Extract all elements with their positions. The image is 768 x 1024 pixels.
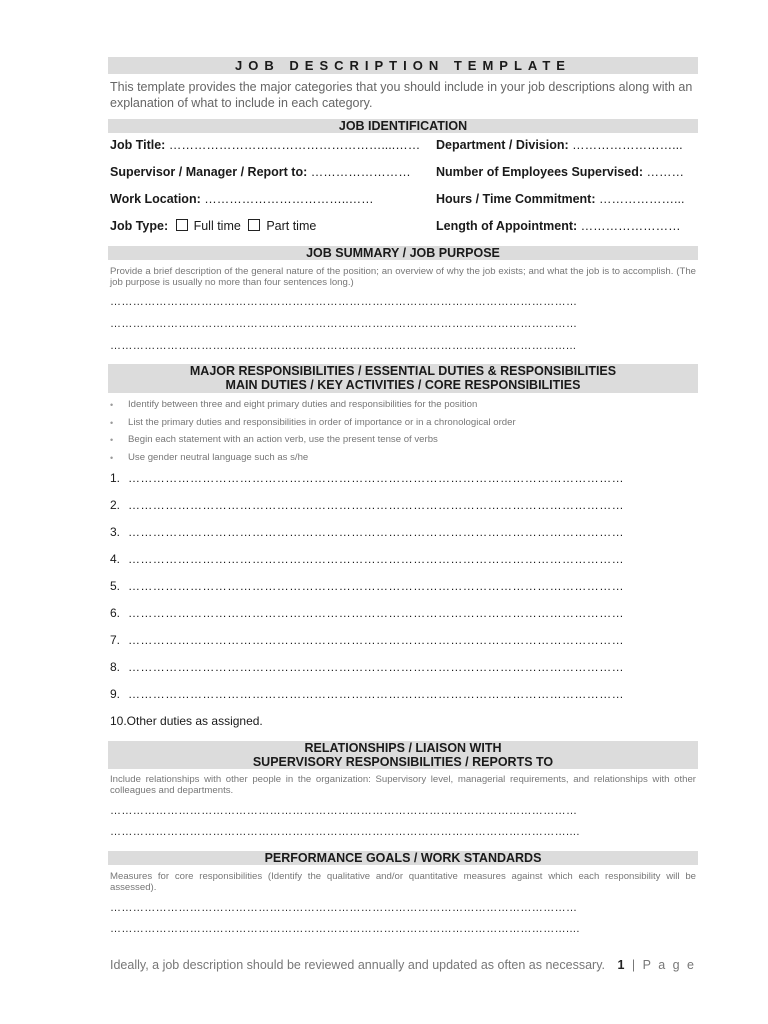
duty-line[interactable] [110, 552, 696, 566]
relationships-hint: Include relationships with other people in the organization: Supervisory level, managerial requirements, and relationships with other colleagues and departments. [110, 774, 696, 796]
relationships-heading-line2: SUPERVISORY RESPONSIBILITIES / REPORTS TO [252, 755, 554, 769]
supervisor-dots: …………………… [310, 165, 411, 179]
duty-number: 1. [110, 471, 121, 485]
length-label: Length of Appointment: [436, 219, 578, 233]
list-item: • Begin each statement with an action verb, use the present tense of verbs [108, 433, 698, 451]
duty-number: 7. [110, 633, 121, 647]
page-indicator [617, 958, 696, 972]
duty-number: 3. [110, 525, 121, 539]
duty-dots: ………………………………………………………………………………………………………… [128, 579, 624, 593]
page-label: | P a g e [631, 958, 696, 972]
performance-hint: Measures for core responsibilities (Identify the qualitative and/or quantitative measures against which each responsibility will be assessed). [110, 871, 696, 893]
duty-dots: ………………………………………………………………………………………………………… [128, 687, 624, 701]
intro-text: This template provides the major categories that you should include in your job descriptions along with an explanation of what to include in each category. [110, 80, 693, 110]
job-type-field [110, 219, 316, 233]
duty-dots: ………………………………………………………………………………………………………… [128, 633, 624, 647]
job-title-dots: ……………………………………………....…… [168, 138, 421, 152]
document-title: JOB DESCRIPTION TEMPLATE [108, 57, 698, 74]
responsibilities-guidance-list [108, 398, 698, 468]
page-number: 1 [617, 958, 627, 972]
full-time-checkbox[interactable] [176, 219, 188, 231]
duty-line[interactable] [110, 498, 696, 512]
list-item: • Identify between three and eight primary duties and responsibilities for the position [108, 398, 698, 416]
job-summary-line[interactable]: …………………………………………………………………………………………………………... [110, 340, 577, 352]
duty-dots: ………………………………………………………………………………………………………… [128, 552, 624, 566]
duty-line[interactable] [110, 471, 696, 485]
list-item: • List the primary duties and responsibilities in order of importance or in a chronological order [108, 416, 698, 434]
num-employees-dots: ……… [646, 165, 684, 179]
responsibilities-heading-line1: MAJOR RESPONSIBILITIES / ESSENTIAL DUTIES & RESPONSIBILITIES [189, 364, 617, 378]
job-summary-line[interactable]: …………………………………………………………………………………………………………… [110, 296, 578, 308]
part-time-label: Part time [266, 219, 317, 233]
duty-number: 5. [110, 579, 121, 593]
footer-note: Ideally, a job description should be reviewed annually and updated as often as necessary. [110, 958, 605, 972]
job-title-label: Job Title: [110, 138, 166, 152]
job-summary-hint: Provide a brief description of the general nature of the position; an overview of why the job exists; and what the job is to accomplish. (The job purpose is usually no more than four sentences long.) [110, 266, 696, 288]
num-employees-field[interactable] [436, 165, 684, 179]
performance-line[interactable]: ………………………………………………………………………………………………………….... [110, 923, 580, 935]
duty-line[interactable] [110, 579, 696, 593]
performance-line[interactable]: …………………………………………………………………………………………………………… [110, 902, 578, 914]
other-duties-item: 10.Other duties as assigned. [110, 714, 263, 728]
supervisor-field[interactable] [110, 165, 411, 179]
part-time-checkbox[interactable] [248, 219, 260, 231]
relationships-line[interactable]: …………………………………………………………………………………………………………… [110, 805, 578, 817]
department-dots: ……………………... [572, 138, 683, 152]
job-summary-line[interactable]: …………………………………………………………………………………………………………… [110, 318, 578, 330]
length-field[interactable] [436, 219, 681, 233]
work-location-label: Work Location: [110, 192, 201, 206]
duty-line[interactable] [110, 660, 696, 674]
duty-dots: ………………………………………………………………………………………………………… [128, 525, 624, 539]
duty-number: 4. [110, 552, 121, 566]
department-label: Department / Division: [436, 138, 569, 152]
hours-dots: ………………... [599, 192, 685, 206]
duty-line[interactable] [110, 606, 696, 620]
relationships-heading [108, 741, 698, 769]
duty-line[interactable] [110, 525, 696, 539]
job-summary-heading: JOB SUMMARY / JOB PURPOSE [108, 246, 698, 260]
duty-number: 9. [110, 687, 121, 701]
footer [110, 958, 696, 972]
list-item: • Use gender neutral language such as s/he [108, 451, 698, 469]
job-identification-heading: JOB IDENTIFICATION [108, 119, 698, 133]
duty-dots: ………………………………………………………………………………………………………… [128, 498, 624, 512]
supervisor-label: Supervisor / Manager / Report to: [110, 165, 308, 179]
work-location-field[interactable] [110, 192, 374, 206]
relationships-heading-line1: RELATIONSHIPS / LIAISON WITH [304, 741, 502, 755]
num-employees-label: Number of Employees Supervised: [436, 165, 644, 179]
job-title-field[interactable] [110, 138, 420, 152]
length-dots: …………………… [580, 219, 681, 233]
duty-line[interactable] [110, 633, 696, 647]
job-type-label: Job Type: [110, 219, 169, 233]
responsibilities-heading [108, 364, 698, 393]
responsibilities-heading-line2: MAIN DUTIES / KEY ACTIVITIES / CORE RESPONSIBILITIES [225, 378, 581, 392]
duty-dots: ………………………………………………………………………………………………………… [128, 606, 624, 620]
duty-dots: ………………………………………………………………………………………………………… [128, 471, 624, 485]
duty-dots: ………………………………………………………………………………………………………… [128, 660, 624, 674]
hours-field[interactable] [436, 192, 684, 206]
duty-line[interactable] [110, 687, 696, 701]
relationships-line[interactable]: ………………………………………………………………………………………………………….... [110, 826, 580, 838]
performance-heading: PERFORMANCE GOALS / WORK STANDARDS [108, 851, 698, 865]
work-location-dots: ……………………………..…… [204, 192, 374, 206]
full-time-label: Full time [193, 219, 241, 233]
duty-number: 6. [110, 606, 121, 620]
duty-number: 2. [110, 498, 121, 512]
duty-number: 8. [110, 660, 121, 674]
department-field[interactable] [436, 138, 683, 152]
hours-label: Hours / Time Commitment: [436, 192, 596, 206]
